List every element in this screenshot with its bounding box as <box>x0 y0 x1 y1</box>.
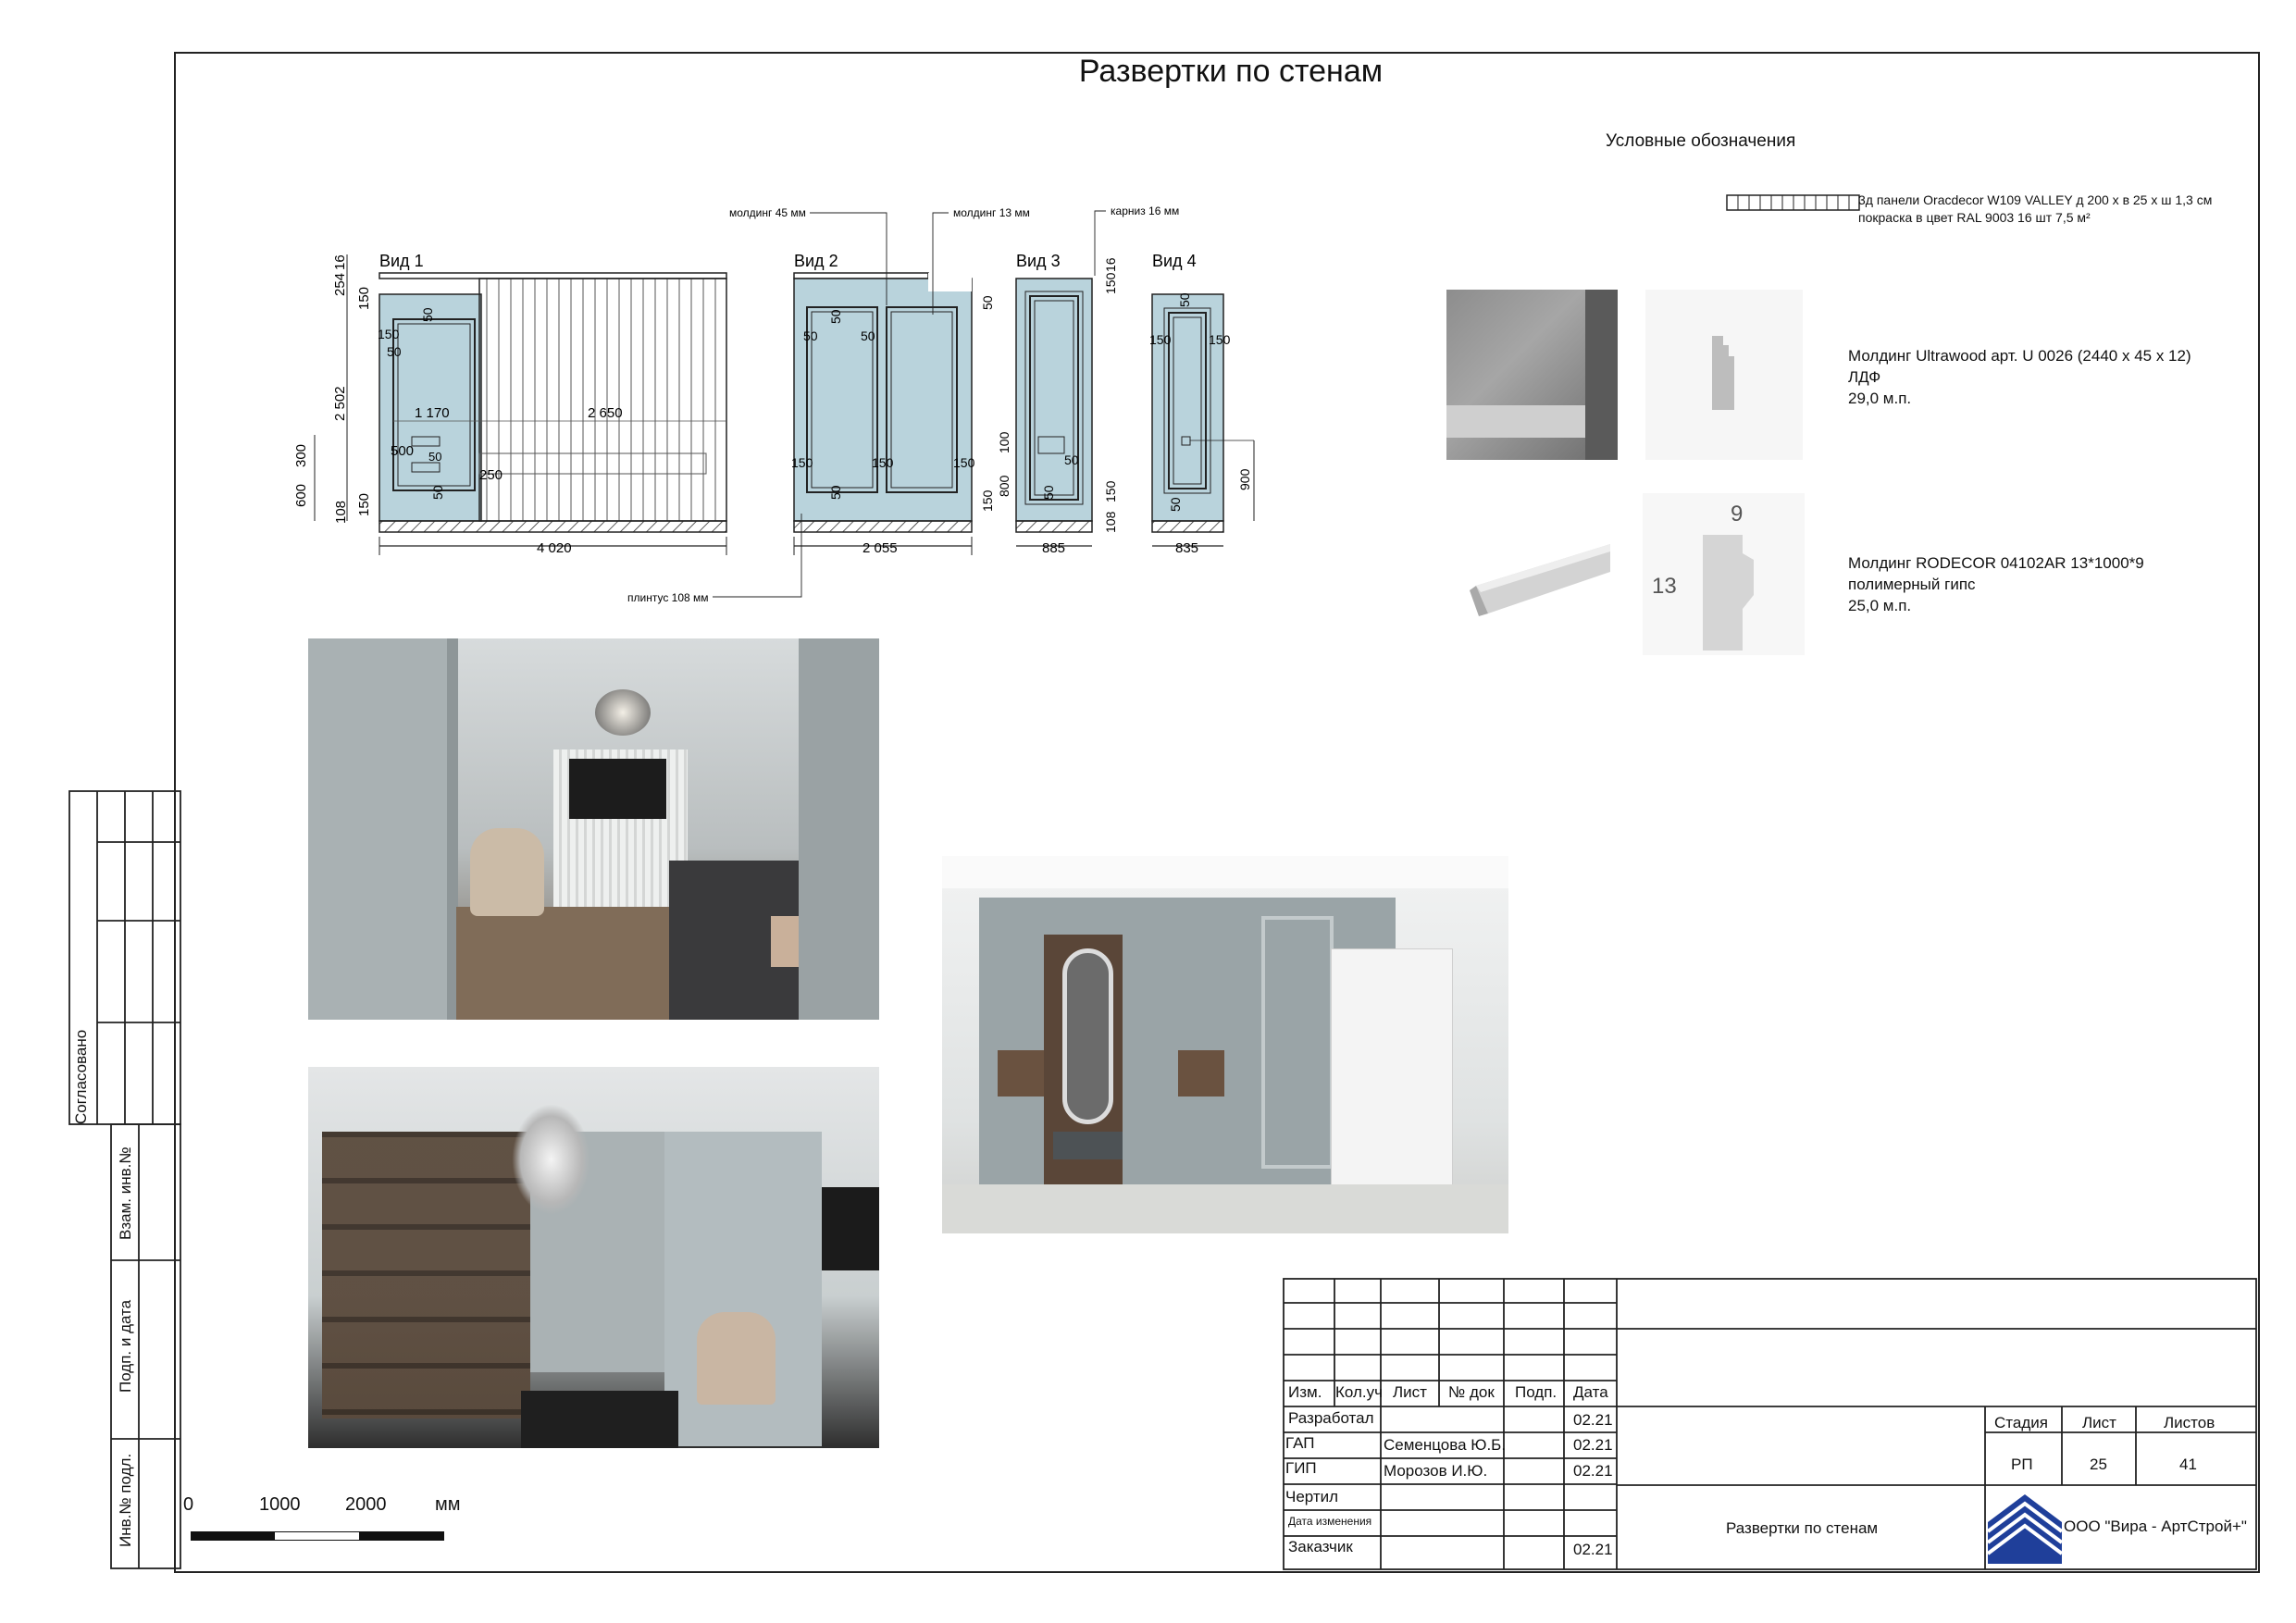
view-3 <box>997 252 1118 556</box>
callout-cornice: карниз 16 мм <box>1111 204 1180 217</box>
scale-bar <box>183 1494 489 1550</box>
dim-50-v2-c: 50 <box>861 328 875 343</box>
tb-company-name: ООО "Вира - АртСтрой+" <box>2064 1518 2247 1535</box>
dim-50-v3-b: 50 <box>1041 485 1056 500</box>
wall-elevations-drawing <box>278 185 1296 611</box>
tb-header-date: Дата <box>1573 1383 1608 1401</box>
tb-row-gip-name: Морозов И.Ю. <box>1384 1462 1488 1480</box>
tb-row-drew-role: Чертил <box>1285 1488 1339 1505</box>
molding1-profile <box>1645 290 1803 460</box>
dim-150-v1-top: 150 <box>356 286 372 310</box>
molding2-profile-dim-13: 13 <box>1652 574 1677 599</box>
dim-800-v3: 800 <box>997 475 1011 497</box>
molding2-profile <box>1643 493 1805 655</box>
dim-50-v4-a: 50 <box>1177 292 1192 307</box>
tb-header-sign: Подп. <box>1515 1383 1558 1401</box>
panel-legend-line1: 3д панели Oracdecor W109 VALLEY д 200 х в 25 х ш 1,3 см <box>1858 192 2213 207</box>
dim-900-v4: 900 <box>1237 468 1252 490</box>
dim-300: 300 <box>293 443 309 467</box>
tb-row-client-date: 02.21 <box>1573 1541 1613 1558</box>
dim-16-v3: 16 <box>1103 257 1118 272</box>
dim-100-v3: 100 <box>997 431 1011 453</box>
molding1-line2: ЛДФ <box>1848 368 1881 386</box>
dim-150-v2-a: 150 <box>791 455 813 470</box>
tb-row-gip-date: 02.21 <box>1573 1462 1613 1480</box>
view-4-total-width: 835 <box>1175 540 1199 556</box>
view-1-label: Вид 1 <box>379 252 424 270</box>
dim-50-v3-a: 50 <box>1064 452 1079 467</box>
company-logo <box>1988 1490 2062 1564</box>
dim-50-v4-b: 50 <box>1168 497 1183 512</box>
dim-50-v2-b: 50 <box>803 328 818 343</box>
tb-row-developed-role: Разработал <box>1288 1409 1374 1427</box>
view-3-total-width: 885 <box>1042 540 1066 556</box>
molding2-profile-dim-9: 9 <box>1731 502 1744 527</box>
side-stamp-agreed: Согласовано <box>72 1029 90 1124</box>
dim-150-v4-a: 150 <box>1149 332 1172 347</box>
scale-label-2000: 2000 <box>345 1494 387 1515</box>
molding2-render <box>1462 507 1620 646</box>
dim-50-v1-c: 50 <box>430 485 445 500</box>
dim-150-v3: 150 <box>1103 480 1118 502</box>
dim-150-v1-bottom: 150 <box>356 492 372 516</box>
dim-150-v4-b: 150 <box>1209 332 1231 347</box>
tb-sheets-value: 41 <box>2179 1456 2197 1473</box>
molding1-line1: Молдинг Ultrawood арт. U 0026 (2440 х 45 х 12) <box>1848 347 2191 365</box>
dim-150-v1-left: 150 <box>378 327 400 341</box>
callout-plinth: плинтус 108 мм <box>627 591 709 604</box>
molding1-line3: 29,0 м.п. <box>1848 390 1912 407</box>
dim-600: 600 <box>293 483 309 507</box>
view-3-label: Вид 3 <box>1016 252 1061 270</box>
view-1-total-width: 4 020 <box>537 540 572 556</box>
tb-sheet-title: Развертки по стенам <box>1726 1519 1879 1537</box>
view-2-label: Вид 2 <box>794 252 838 270</box>
dim-500: 500 <box>391 443 415 459</box>
callout-molding45: молдинг 45 мм <box>729 206 806 219</box>
tb-sheet-value: 25 <box>2090 1456 2107 1473</box>
render-library <box>308 1067 879 1448</box>
dim-50-v1-d: 50 <box>428 450 442 464</box>
panel-legend-symbol <box>1726 194 1860 211</box>
dim-1170: 1 170 <box>415 405 450 421</box>
dim-150-v2-b: 150 <box>872 455 894 470</box>
molding1-photo <box>1446 290 1618 460</box>
legend-title: Условные обозначения <box>1606 131 1796 151</box>
dim-250: 250 <box>479 467 503 483</box>
tb-stage-value: РП <box>2011 1456 2033 1473</box>
tb-row-gip-role: ГИП <box>1285 1459 1317 1477</box>
tb-row-gap-name: Семенцова Ю.Б. <box>1384 1436 1507 1454</box>
molding2-line2: полимерный гипс <box>1848 576 1976 593</box>
tb-header-izm: Изм. <box>1288 1383 1322 1401</box>
dim-50-v1-b: 50 <box>387 344 402 359</box>
side-stamp-inv-original: Инв.№ подл. <box>117 1453 134 1547</box>
dim-2502: 2 502 <box>332 386 348 421</box>
panel-legend-line2: покраска в цвет RAL 9003 16 шт 7,5 м² <box>1858 210 2091 225</box>
view-4-label: Вид 4 <box>1152 252 1197 270</box>
sheet-title: Развертки по стенам <box>1078 54 1384 89</box>
tb-sheets-label: Листов <box>2164 1414 2215 1431</box>
dim-150-v2-bottom: 150 <box>980 489 995 512</box>
molding2-line1: Молдинг RODECOR 04102AR 13*1000*9 <box>1848 554 2144 572</box>
tb-row-developed-date: 02.21 <box>1573 1411 1613 1429</box>
dim-50-v1-a: 50 <box>420 307 435 322</box>
tb-row-gap-role: ГАП <box>1285 1434 1315 1452</box>
view-2 <box>791 252 995 556</box>
dim-50-v2-d: 50 <box>828 485 843 500</box>
view-1 <box>293 252 726 556</box>
dim-50-v2-a: 50 <box>828 309 843 324</box>
render-living-room <box>308 638 879 1020</box>
view-2-total-width: 2 055 <box>863 540 898 556</box>
tb-row-client-role: Заказчик <box>1288 1538 1353 1555</box>
dim-2650: 2 650 <box>588 405 623 421</box>
scale-unit: мм <box>435 1494 461 1515</box>
dim-150-v2-c: 150 <box>953 455 975 470</box>
tb-sheet-label: Лист <box>2082 1414 2116 1431</box>
render-hallway <box>942 856 1508 1233</box>
scale-label-1000: 1000 <box>259 1494 301 1515</box>
scale-label-0: 0 <box>183 1494 194 1515</box>
side-stamp-sign-date: Подп. и дата <box>117 1299 134 1393</box>
tb-stage-label: Стадия <box>1994 1414 2048 1431</box>
side-stamp-inv-replace: Взам. инв.№ <box>117 1146 134 1240</box>
dim-150-v3-top: 150 <box>1103 272 1118 294</box>
tb-row-gap-date: 02.21 <box>1573 1436 1613 1454</box>
tb-header-list: Лист <box>1393 1383 1427 1401</box>
view-4 <box>1149 252 1254 556</box>
callout-molding13: молдинг 13 мм <box>953 206 1030 219</box>
tb-header-koluch: Кол.уч <box>1335 1383 1383 1401</box>
dim-254: 254 <box>332 272 348 296</box>
dim-16-v1: 16 <box>332 254 348 270</box>
tb-header-doc: № док <box>1448 1383 1495 1401</box>
tb-row-changed-role: Дата изменения <box>1288 1515 1372 1528</box>
dim-108-v3: 108 <box>1103 511 1118 533</box>
dim-108-v1: 108 <box>333 500 349 524</box>
molding2-line3: 25,0 м.п. <box>1848 597 1912 614</box>
dim-50-v2-top: 50 <box>980 295 995 310</box>
